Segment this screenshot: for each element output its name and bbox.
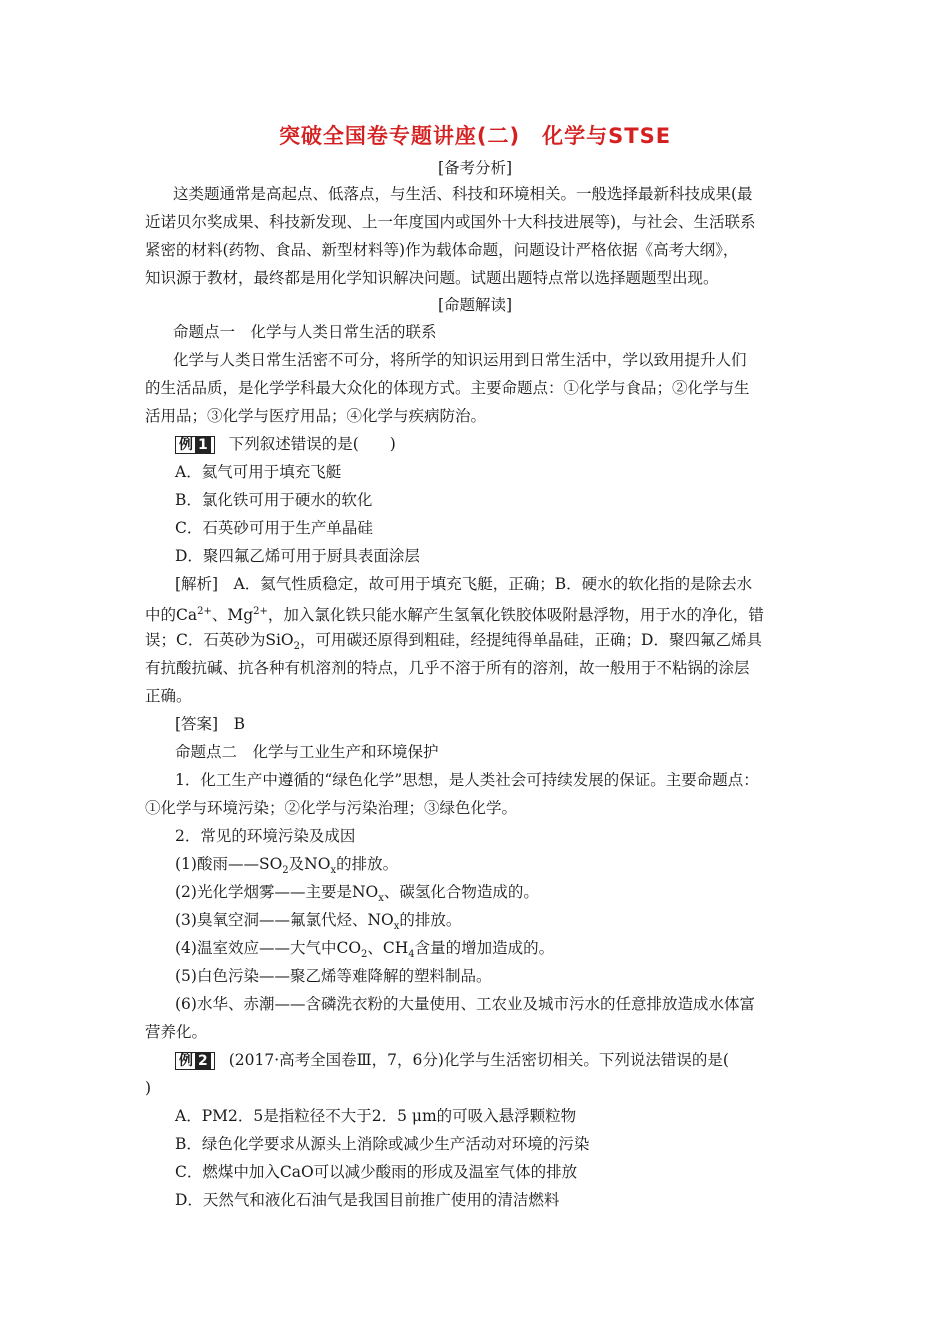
option-a: A．氦气可用于填充飞艇 [175, 463, 342, 481]
list-item: (3)臭氧空洞——氟氯代烃、$NO_x$的排放。 [175, 911, 462, 933]
paragraph-line: 1．化工生产中遵循的“绿色化学”思想，是人类社会可持续发展的保证。主要命题点： [175, 771, 759, 789]
option-a: A．PM2．5是指粒径不大于2．5 μm的可吸入悬浮颗粒物 [175, 1107, 577, 1125]
section-heading-analysis: [备考分析] [437, 159, 513, 177]
section-heading-interpretation: [命题解读] [437, 296, 513, 314]
answer-line: [答案] B [175, 715, 245, 733]
option-b: B．绿色化学要求从源头上消除或减少生产活动对环境的污染 [175, 1135, 590, 1153]
list-item: (2)光化学烟雾——主要是$NO_x$、碳氢化合物造成的。 [175, 883, 539, 905]
analysis-line: [解析] A．氦气性质稳定，故可用于填充飞艇，正确；B．硬水的软化指的是除去水 [175, 575, 753, 593]
page-title: 突破全国卷专题讲座(二) 化学与STSE [278, 124, 672, 148]
list-item: (1)酸雨$——SO_2$及$NO_x$的排放。 [175, 855, 399, 877]
point-title: 命题点一 化学与人类日常生活的联系 [173, 323, 437, 341]
analysis-line: 正确。 [145, 687, 192, 705]
paragraph-line: 近诺贝尔奖成果、科技新发现、上一年度国内或国外十大科技进展等)，与社会、生活联系 [145, 213, 756, 231]
question-end: ) [145, 1079, 152, 1097]
list-item: (4)温室效应——大气中$CO_2$、$CH_4$含量的增加造成的。 [175, 939, 555, 961]
analysis-line: 有抗酸抗碱、抗各种有机溶剂的特点，几乎不溶于所有的溶剂，故一般用于不粘锅的涂层 [145, 659, 750, 677]
example-2-question: 例 2 (2017·高考全国卷Ⅲ，7，6分)化学与生活密切相关。下列说法错误的是( [175, 1050, 729, 1070]
option-c: C．石英砂可用于生产单晶硅 [175, 519, 373, 537]
analysis-line: 中的$Ca^{2+}$、$Mg^{2+}$，加入氯化铁只能水解产生氢氧化铁胶体吸附悬浮物，用于水的净化，错 [145, 606, 764, 625]
analysis-line: 误；C．石英砂为SiO$_2$，可用碳还原得到粗硅，经提纯得单晶硅，正确；D．聚四氟乙烯具 [145, 631, 762, 653]
paragraph-line: 活用品；③化学与医疗用品；④化学与疾病防治。 [145, 407, 487, 425]
list-item: (6)水华、赤潮——含磷洗衣粉的大量使用、工农业及城市污水的任意排放造成水体富 [175, 995, 755, 1013]
option-d: D．聚四氟乙烯可用于厨具表面涂层 [175, 547, 420, 565]
list-item: 营养化。 [145, 1023, 208, 1041]
paragraph-line: 的生活品质，是化学学科最大众化的体现方式。主要命题点：①化学与食品；②化学与生 [145, 379, 750, 397]
paragraph-line: 2．常见的环境污染及成因 [175, 827, 356, 845]
paragraph-line: 紧密的材料(药物、食品、新型材料等)作为载体命题，问题设计严格依据《高考大纲》， [145, 241, 739, 259]
option-b: B．氯化铁可用于硬水的软化 [175, 491, 373, 509]
option-d: D．天然气和液化石油气是我国目前推广使用的清洁燃料 [175, 1191, 560, 1209]
example-badge: 例 2 [175, 1052, 215, 1070]
paragraph-line: 化学与人类日常生活密不可分，将所学的知识运用到日常生活中，学以致用提升人们 [173, 351, 747, 369]
paragraph-line: ①化学与环境污染；②化学与污染治理；③绿色化学。 [145, 799, 518, 817]
list-item: (5)白色污染——聚乙烯等难降解的塑料制品。 [175, 967, 492, 985]
example-badge: 例 1 [175, 436, 215, 454]
example-1-question: 例 1 下列叙述错误的是( ) [175, 434, 396, 454]
option-c: C．燃煤中加入CaO可以减少酸雨的形成及温室气体的排放 [175, 1163, 578, 1181]
paragraph-line: 这类题通常是高起点、低落点，与生活、科技和环境相关。一般选择最新科技成果(最 [173, 185, 753, 203]
paragraph-line: 知识源于教材，最终都是用化学知识解决问题。试题出题特点常以选择题题型出现。 [145, 269, 719, 287]
point-title: 命题点二 化学与工业生产和环境保护 [175, 743, 439, 761]
